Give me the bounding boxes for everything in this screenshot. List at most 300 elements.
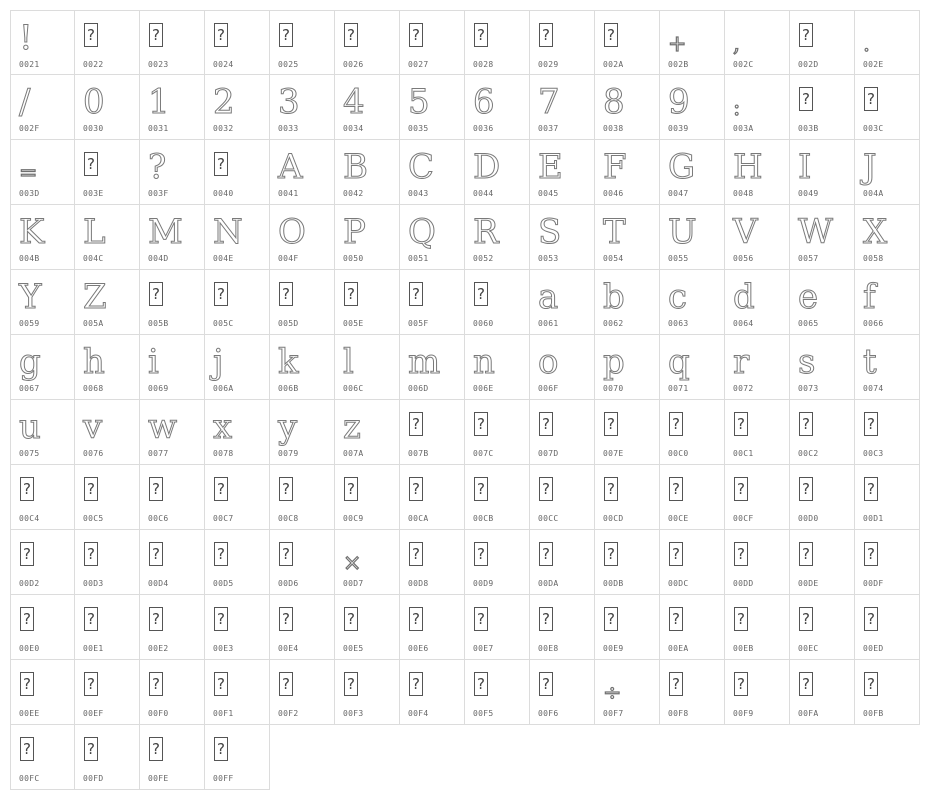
glyph-cell bbox=[530, 530, 595, 595]
glyph-code-label: 0031 bbox=[148, 124, 169, 133]
glyph-code-label: 00F8 bbox=[668, 709, 689, 718]
glyph-code-label: 006A bbox=[213, 384, 234, 393]
glyph-sample: C bbox=[408, 147, 435, 187]
glyph-sample: g bbox=[19, 342, 41, 382]
missing-glyph-icon: ? bbox=[474, 477, 488, 501]
glyph-cell bbox=[75, 140, 140, 205]
glyph-code-label: 006F bbox=[538, 384, 559, 393]
missing-glyph-icon: ? bbox=[409, 607, 423, 631]
glyph-code-label: 0035 bbox=[408, 124, 429, 133]
glyph-code-label: 0054 bbox=[603, 254, 624, 263]
glyph-cell bbox=[140, 335, 205, 400]
glyph-cell bbox=[270, 270, 335, 335]
glyph-cell bbox=[270, 205, 335, 270]
glyph-code-label: 00D2 bbox=[19, 579, 40, 588]
glyph-cell bbox=[400, 465, 465, 530]
glyph-cell bbox=[595, 270, 660, 335]
glyph-code-label: 0067 bbox=[19, 384, 40, 393]
missing-glyph-icon: ? bbox=[214, 152, 228, 176]
glyph-cell bbox=[140, 725, 205, 790]
glyph-code-label: 00E1 bbox=[83, 644, 104, 653]
glyph-code-label: 007C bbox=[473, 449, 494, 458]
missing-glyph-icon: ? bbox=[799, 412, 813, 436]
glyph-code-label: 00C3 bbox=[863, 449, 884, 458]
glyph-code-label: 005F bbox=[408, 319, 429, 328]
glyph-cell bbox=[790, 10, 855, 75]
missing-glyph-icon: ? bbox=[149, 737, 163, 761]
glyph-code-label: 0050 bbox=[343, 254, 364, 263]
missing-glyph-icon: ? bbox=[669, 672, 683, 696]
glyph-code-label: 00C5 bbox=[83, 514, 104, 523]
glyph-code-label: 00DF bbox=[863, 579, 884, 588]
glyph-code-label: 00D9 bbox=[473, 579, 494, 588]
glyph-cell bbox=[465, 530, 530, 595]
missing-glyph-icon: ? bbox=[864, 87, 878, 111]
glyph-sample: j bbox=[213, 342, 224, 382]
glyph-sample: m bbox=[408, 342, 441, 382]
glyph-sample: B bbox=[343, 147, 368, 187]
glyph-sample: N bbox=[213, 212, 243, 252]
missing-glyph-icon: ? bbox=[20, 672, 34, 696]
glyph-cell bbox=[205, 335, 270, 400]
glyph-cell bbox=[335, 400, 400, 465]
glyph-cell bbox=[595, 140, 660, 205]
glyph-cell bbox=[75, 400, 140, 465]
glyph-cell bbox=[140, 465, 205, 530]
missing-glyph-icon: ? bbox=[149, 477, 163, 501]
glyph-cell bbox=[140, 660, 205, 725]
missing-glyph-icon: ? bbox=[474, 607, 488, 631]
glyph-code-label: 003A bbox=[733, 124, 754, 133]
glyph-code-label: 00F9 bbox=[733, 709, 754, 718]
missing-glyph-icon: ? bbox=[864, 542, 878, 566]
glyph-cell bbox=[270, 400, 335, 465]
glyph-cell bbox=[725, 205, 790, 270]
glyph-cell bbox=[855, 335, 920, 400]
glyph-code-label: 0040 bbox=[213, 189, 234, 198]
glyph-sample: + bbox=[668, 32, 687, 57]
missing-glyph-icon: ? bbox=[669, 477, 683, 501]
glyph-code-label: 00E4 bbox=[278, 644, 299, 653]
glyph-code-label: 0078 bbox=[213, 449, 234, 458]
missing-glyph-icon: ? bbox=[84, 607, 98, 631]
missing-glyph-icon: ? bbox=[214, 542, 228, 566]
missing-glyph-icon: ? bbox=[799, 607, 813, 631]
glyph-code-label: 00D8 bbox=[408, 579, 429, 588]
glyph-code-label: 00DA bbox=[538, 579, 559, 588]
glyph-sample: e bbox=[798, 277, 819, 317]
glyph-code-label: 00FD bbox=[83, 774, 104, 783]
glyph-code-label: 00E8 bbox=[538, 644, 559, 653]
missing-glyph-icon: ? bbox=[734, 542, 748, 566]
glyph-cell bbox=[660, 595, 725, 660]
glyph-cell bbox=[140, 205, 205, 270]
glyph-code-label: 0048 bbox=[733, 189, 754, 198]
missing-glyph-icon: ? bbox=[409, 672, 423, 696]
missing-glyph-icon: ? bbox=[20, 542, 34, 566]
glyph-code-label: 0046 bbox=[603, 189, 624, 198]
glyph-code-label: 0074 bbox=[863, 384, 884, 393]
missing-glyph-icon: ? bbox=[84, 23, 98, 47]
glyph-code-label: 00F6 bbox=[538, 709, 559, 718]
glyph-code-label: 00EA bbox=[668, 644, 689, 653]
missing-glyph-icon: ? bbox=[474, 542, 488, 566]
missing-glyph-icon: ? bbox=[799, 87, 813, 111]
glyph-code-label: 00FE bbox=[148, 774, 169, 783]
glyph-cell bbox=[75, 530, 140, 595]
glyph-sample: 6 bbox=[473, 82, 495, 122]
glyph-sample: R bbox=[473, 212, 499, 252]
glyph-cell bbox=[75, 465, 140, 530]
glyph-sample: w bbox=[148, 407, 178, 447]
glyph-cell bbox=[205, 465, 270, 530]
missing-glyph-icon: ? bbox=[279, 23, 293, 47]
glyph-code-label: 0044 bbox=[473, 189, 494, 198]
missing-glyph-icon: ? bbox=[279, 542, 293, 566]
glyph-code-label: 006B bbox=[278, 384, 299, 393]
glyph-cell bbox=[530, 465, 595, 530]
glyph-code-label: 00C1 bbox=[733, 449, 754, 458]
glyph-cell bbox=[10, 400, 75, 465]
glyph-cell bbox=[660, 335, 725, 400]
glyph-code-label: 00E3 bbox=[213, 644, 234, 653]
glyph-cell bbox=[400, 75, 465, 140]
glyph-code-label: 0036 bbox=[473, 124, 494, 133]
glyph-code-label: 00E2 bbox=[148, 644, 169, 653]
glyph-cell bbox=[270, 75, 335, 140]
glyph-cell bbox=[140, 140, 205, 205]
glyph-sample: M bbox=[148, 212, 183, 252]
glyph-code-label: 002B bbox=[668, 60, 689, 69]
missing-glyph-icon: ? bbox=[409, 542, 423, 566]
glyph-code-label: 0029 bbox=[538, 60, 559, 69]
missing-glyph-icon: ? bbox=[344, 672, 358, 696]
glyph-cell bbox=[595, 335, 660, 400]
glyph-cell bbox=[530, 595, 595, 660]
missing-glyph-icon: ? bbox=[84, 477, 98, 501]
glyph-sample: o bbox=[538, 342, 559, 382]
glyph-cell bbox=[270, 10, 335, 75]
glyph-code-label: 00F4 bbox=[408, 709, 429, 718]
glyph-code-label: 00F2 bbox=[278, 709, 299, 718]
glyph-sample: 4 bbox=[343, 82, 365, 122]
glyph-code-label: 0060 bbox=[473, 319, 494, 328]
glyph-sample: I bbox=[798, 147, 812, 187]
glyph-code-label: 00EF bbox=[83, 709, 104, 718]
glyph-cell bbox=[595, 595, 660, 660]
glyph-code-label: 0042 bbox=[343, 189, 364, 198]
glyph-code-label: 00C9 bbox=[343, 514, 364, 523]
glyph-code-label: 003E bbox=[83, 189, 104, 198]
glyph-cell bbox=[595, 530, 660, 595]
missing-glyph-icon: ? bbox=[279, 607, 293, 631]
glyph-sample: k bbox=[278, 342, 299, 382]
glyph-cell bbox=[10, 335, 75, 400]
missing-glyph-icon: ? bbox=[539, 542, 553, 566]
glyph-cell bbox=[205, 400, 270, 465]
glyph-code-label: 005E bbox=[343, 319, 364, 328]
glyph-cell bbox=[855, 530, 920, 595]
missing-glyph-icon: ? bbox=[474, 412, 488, 436]
glyph-cell bbox=[660, 465, 725, 530]
glyph-code-label: 00C4 bbox=[19, 514, 40, 523]
missing-glyph-icon: ? bbox=[604, 412, 618, 436]
glyph-code-label: 005C bbox=[213, 319, 234, 328]
glyph-code-label: 00D4 bbox=[148, 579, 169, 588]
glyph-cell bbox=[335, 595, 400, 660]
glyph-cell bbox=[595, 400, 660, 465]
missing-glyph-icon: ? bbox=[474, 672, 488, 696]
glyph-code-label: 00D6 bbox=[278, 579, 299, 588]
glyph-sample: G bbox=[668, 147, 696, 187]
missing-glyph-icon: ? bbox=[734, 412, 748, 436]
glyph-code-label: 006D bbox=[408, 384, 429, 393]
glyph-code-label: 003F bbox=[148, 189, 169, 198]
glyph-code-label: 0075 bbox=[19, 449, 40, 458]
glyph-code-label: 002E bbox=[863, 60, 884, 69]
glyph-sample: U bbox=[668, 212, 697, 252]
glyph-code-label: 0077 bbox=[148, 449, 169, 458]
glyph-sample: E bbox=[538, 147, 563, 187]
glyph-code-label: 007D bbox=[538, 449, 559, 458]
glyph-code-label: 007E bbox=[603, 449, 624, 458]
glyph-code-label: 0073 bbox=[798, 384, 819, 393]
glyph-sample: Q bbox=[408, 212, 436, 252]
glyph-cell bbox=[595, 660, 660, 725]
glyph-code-label: 00FA bbox=[798, 709, 819, 718]
glyph-cell bbox=[595, 205, 660, 270]
missing-glyph-icon: ? bbox=[149, 542, 163, 566]
glyph-code-label: 006C bbox=[343, 384, 364, 393]
glyph-cell bbox=[270, 465, 335, 530]
glyph-code-label: 0072 bbox=[733, 384, 754, 393]
glyph-code-label: 0026 bbox=[343, 60, 364, 69]
glyph-code-label: 00D3 bbox=[83, 579, 104, 588]
glyph-cell bbox=[140, 10, 205, 75]
glyph-code-label: 0025 bbox=[278, 60, 299, 69]
glyph-code-label: 005D bbox=[278, 319, 299, 328]
glyph-sample: a bbox=[538, 277, 559, 317]
glyph-cell bbox=[335, 270, 400, 335]
missing-glyph-icon: ? bbox=[604, 477, 618, 501]
missing-glyph-icon: ? bbox=[214, 737, 228, 761]
glyph-cell bbox=[10, 140, 75, 205]
glyph-cell bbox=[270, 530, 335, 595]
glyph-cell bbox=[140, 400, 205, 465]
glyph-sample: L bbox=[83, 212, 106, 252]
glyph-code-label: 00F1 bbox=[213, 709, 234, 718]
glyph-sample: / bbox=[19, 82, 31, 122]
glyph-cell bbox=[10, 270, 75, 335]
missing-glyph-icon: ? bbox=[864, 672, 878, 696]
glyph-sample: h bbox=[83, 342, 105, 382]
glyph-sample: T bbox=[603, 212, 626, 252]
glyph-code-label: 00C8 bbox=[278, 514, 299, 523]
glyph-cell bbox=[660, 400, 725, 465]
glyph-cell bbox=[465, 75, 530, 140]
glyph-cell bbox=[530, 75, 595, 140]
glyph-cell bbox=[400, 595, 465, 660]
glyph-sample: , bbox=[733, 32, 740, 57]
glyph-sample: r bbox=[733, 342, 750, 382]
glyph-cell bbox=[530, 400, 595, 465]
glyph-cell bbox=[270, 595, 335, 660]
glyph-code-label: 004B bbox=[19, 254, 40, 263]
glyph-code-label: 0022 bbox=[83, 60, 104, 69]
glyph-sample: V bbox=[733, 212, 758, 252]
glyph-code-label: 0055 bbox=[668, 254, 689, 263]
glyph-code-label: 0027 bbox=[408, 60, 429, 69]
glyph-cell bbox=[725, 595, 790, 660]
missing-glyph-icon: ? bbox=[84, 542, 98, 566]
glyph-code-label: 00E5 bbox=[343, 644, 364, 653]
glyph-code-label: 0068 bbox=[83, 384, 104, 393]
glyph-cell bbox=[855, 140, 920, 205]
glyph-sample: t bbox=[863, 342, 877, 382]
glyph-sample: l bbox=[343, 342, 354, 382]
glyph-cell bbox=[725, 530, 790, 595]
glyph-code-label: 0069 bbox=[148, 384, 169, 393]
glyph-cell bbox=[75, 595, 140, 660]
glyph-sample: D bbox=[473, 147, 501, 187]
missing-glyph-icon: ? bbox=[344, 607, 358, 631]
glyph-cell bbox=[530, 140, 595, 205]
glyph-cell bbox=[660, 530, 725, 595]
glyph-cell bbox=[465, 400, 530, 465]
glyph-sample: P bbox=[343, 212, 366, 252]
glyph-cell bbox=[335, 140, 400, 205]
missing-glyph-icon: ? bbox=[279, 672, 293, 696]
glyph-code-label: 00C0 bbox=[668, 449, 689, 458]
glyph-code-label: 0070 bbox=[603, 384, 624, 393]
missing-glyph-icon: ? bbox=[149, 607, 163, 631]
missing-glyph-icon: ? bbox=[20, 737, 34, 761]
glyph-cell bbox=[10, 530, 75, 595]
glyph-code-label: 00D7 bbox=[343, 579, 364, 588]
glyph-code-label: 007B bbox=[408, 449, 429, 458]
glyph-code-label: 0058 bbox=[863, 254, 884, 263]
glyph-cell bbox=[400, 660, 465, 725]
glyph-code-label: 004C bbox=[83, 254, 104, 263]
glyph-sample: 5 bbox=[408, 82, 430, 122]
glyph-code-label: 00E0 bbox=[19, 644, 40, 653]
glyph-cell bbox=[595, 465, 660, 530]
glyph-sample: p bbox=[603, 342, 625, 382]
glyph-sample: c bbox=[668, 277, 688, 317]
glyph-cell bbox=[10, 465, 75, 530]
missing-glyph-icon: ? bbox=[344, 282, 358, 306]
glyph-code-label: 00CA bbox=[408, 514, 429, 523]
missing-glyph-icon: ? bbox=[604, 23, 618, 47]
missing-glyph-icon: ? bbox=[864, 412, 878, 436]
glyph-sample: b bbox=[603, 277, 625, 317]
glyph-code-label: 005A bbox=[83, 319, 104, 328]
glyph-code-label: 002A bbox=[603, 60, 624, 69]
missing-glyph-icon: ? bbox=[409, 282, 423, 306]
glyph-cell bbox=[725, 140, 790, 205]
glyph-code-label: 0049 bbox=[798, 189, 819, 198]
glyph-cell bbox=[660, 140, 725, 205]
glyph-cell bbox=[660, 660, 725, 725]
glyph-code-label: 0065 bbox=[798, 319, 819, 328]
glyph-code-label: 003B bbox=[798, 124, 819, 133]
glyph-sample: A bbox=[278, 147, 303, 187]
glyph-code-label: 00E6 bbox=[408, 644, 429, 653]
glyph-cell bbox=[790, 205, 855, 270]
glyph-sample: y bbox=[278, 407, 298, 447]
missing-glyph-icon: ? bbox=[84, 672, 98, 696]
glyph-cell bbox=[205, 75, 270, 140]
glyph-cell bbox=[400, 140, 465, 205]
glyph-cell bbox=[790, 400, 855, 465]
glyph-code-label: 00FC bbox=[19, 774, 40, 783]
glyph-code-label: 0053 bbox=[538, 254, 559, 263]
glyph-code-label: 0079 bbox=[278, 449, 299, 458]
glyph-cell bbox=[140, 530, 205, 595]
glyph-code-label: 0052 bbox=[473, 254, 494, 263]
glyph-sample: v bbox=[83, 407, 103, 447]
glyph-code-label: 00D0 bbox=[798, 514, 819, 523]
glyph-cell bbox=[205, 270, 270, 335]
glyph-code-label: 0064 bbox=[733, 319, 754, 328]
glyph-sample: J bbox=[863, 147, 877, 187]
glyph-cell bbox=[855, 660, 920, 725]
missing-glyph-icon: ? bbox=[539, 412, 553, 436]
glyph-code-label: 0039 bbox=[668, 124, 689, 133]
glyph-code-label: 00DE bbox=[798, 579, 819, 588]
glyph-map-grid bbox=[10, 10, 920, 790]
glyph-cell bbox=[855, 465, 920, 530]
glyph-sample: Y bbox=[19, 277, 42, 317]
glyph-cell bbox=[790, 530, 855, 595]
glyph-cell bbox=[75, 10, 140, 75]
glyph-cell bbox=[465, 595, 530, 660]
glyph-code-label: 0037 bbox=[538, 124, 559, 133]
glyph-cell bbox=[660, 75, 725, 140]
glyph-code-label: 00D5 bbox=[213, 579, 234, 588]
glyph-code-label: 0061 bbox=[538, 319, 559, 328]
glyph-code-label: 00DB bbox=[603, 579, 624, 588]
missing-glyph-icon: ? bbox=[799, 672, 813, 696]
glyph-cell bbox=[855, 10, 920, 75]
glyph-sample: Z bbox=[83, 277, 107, 317]
glyph-cell bbox=[205, 595, 270, 660]
glyph-code-label: 004F bbox=[278, 254, 299, 263]
glyph-cell bbox=[10, 660, 75, 725]
glyph-sample: S bbox=[538, 212, 562, 252]
glyph-cell bbox=[205, 10, 270, 75]
glyph-code-label: 0028 bbox=[473, 60, 494, 69]
glyph-sample: X bbox=[863, 212, 888, 252]
glyph-sample: K bbox=[19, 212, 45, 252]
glyph-code-label: 0071 bbox=[668, 384, 689, 393]
missing-glyph-icon: ? bbox=[734, 607, 748, 631]
glyph-sample: : bbox=[733, 96, 741, 121]
glyph-code-label: 0030 bbox=[83, 124, 104, 133]
glyph-code-label: 0034 bbox=[343, 124, 364, 133]
glyph-code-label: 002C bbox=[733, 60, 754, 69]
glyph-cell bbox=[335, 205, 400, 270]
glyph-cell bbox=[270, 660, 335, 725]
glyph-code-label: 00DD bbox=[733, 579, 754, 588]
glyph-cell bbox=[335, 465, 400, 530]
glyph-code-label: 00EC bbox=[798, 644, 819, 653]
missing-glyph-icon: ? bbox=[149, 282, 163, 306]
glyph-code-label: 002F bbox=[19, 124, 40, 133]
glyph-code-label: 0032 bbox=[213, 124, 234, 133]
missing-glyph-icon: ? bbox=[279, 282, 293, 306]
glyph-sample: 1 bbox=[148, 82, 170, 122]
